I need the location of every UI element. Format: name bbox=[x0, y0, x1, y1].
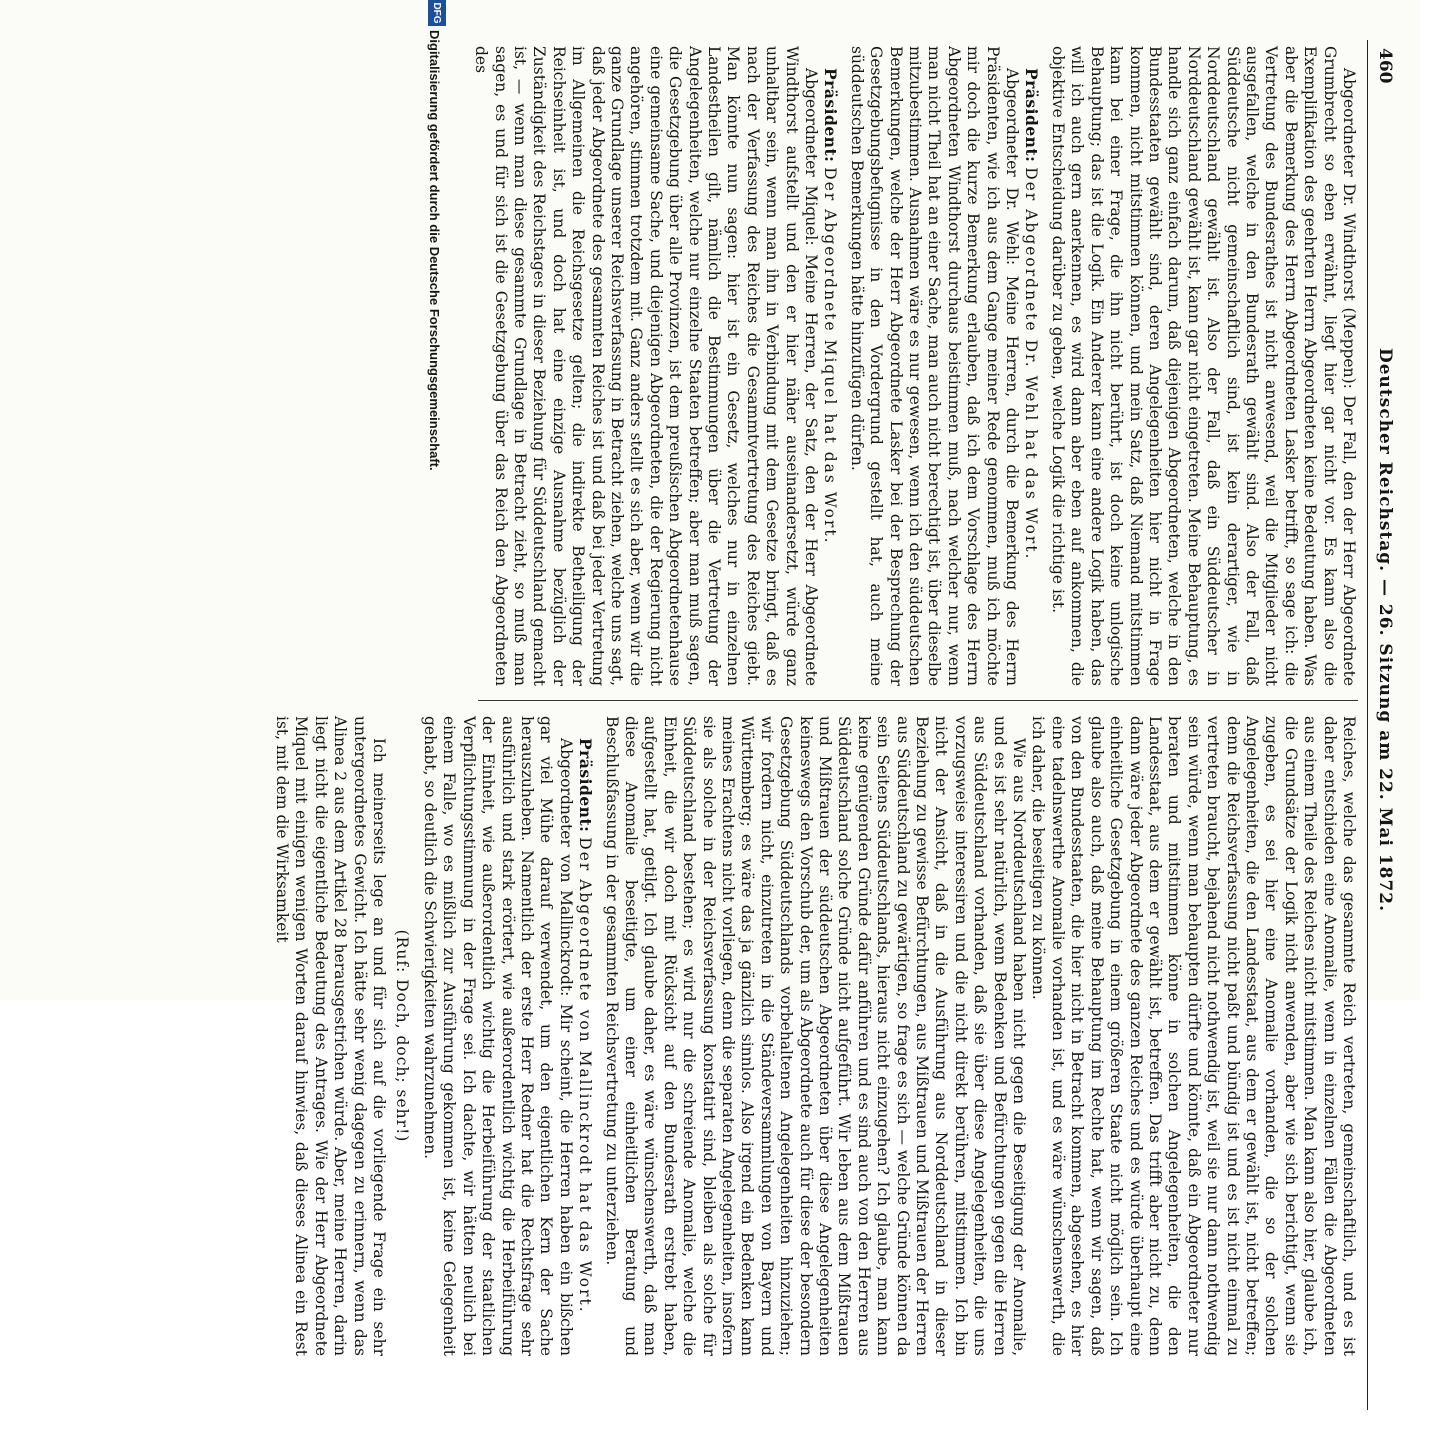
speech-text: Der Abgeordnete Miquel hat das Wort. bbox=[821, 167, 840, 545]
paragraph: Abgeordneter von Mallinckrodt: Mir scheint, die Herren haben ein bißchen gar viel Mühe darauf verwendet, um den eigentlichen Kern der Sache herauszuheben. Namentlich der erste Herr Redner hat die Rechtsfrage sehr ausführlich und stark erörtert, wie außerordentlich wichtig die Herbeiführung der Einheit, wie außerordentlich wichtig die Herbeiführung der staatlichen Verpflichtungsstimmung in der Frage sei. Ich dachte, wir hätten neulich bei einem Falle, wo es mißlich zur Ausführung gekommen ist, keine Gelegenheit gehabt, so deutlich die Schwierigkeiten wahrzunehmen. bbox=[420, 716, 575, 1356]
interjection: (Ruf: Doch, doch; sehr!) bbox=[393, 929, 412, 1143]
header-rule bbox=[1367, 40, 1368, 1410]
column-divider bbox=[478, 700, 1358, 701]
speaker-label: Präsident: bbox=[1022, 68, 1042, 163]
paragraph: Abgeordneter Dr. Wehl: Meine Herren, durch die Bemerkung des Herrn Präsidenten, wie ich aus dem Gange meiner Rede genommen, muß ich möchte mir doch die kurze Bemerkung erlauben, daß ich dem Vorschlage des Herrn Abgeordneten Windthorst durchaus beistimmen muß, nach welcher nur, wenn man nicht Theil hat an einer Sache, man auch nicht berechtigt ist, über dieselbe mitzubestimmen. Ausnahmen wäre es nur gewesen, wenn ich den süddeutschen Bemerkungen, welche der Herr Abgeordnete Lasker bei der Besprechung der Gesetzgebungsbefugnisse in den Vordergrund gestellt hat, auch meine süddeutschen Bemerkungen hätte hinzufügen dürfen. bbox=[847, 46, 1022, 686]
text-column-left bbox=[472, 46, 1358, 686]
speech-text: Der Abgeordnete von Mallinckrodt hat das Wort. bbox=[576, 837, 595, 1314]
paragraph bbox=[1021, 46, 1041, 686]
text-column-right bbox=[273, 716, 1358, 1356]
paragraph bbox=[575, 716, 595, 1356]
speech-text: Der Abgeordnete Dr. Wehl hat das Wort. bbox=[1022, 167, 1041, 561]
paragraph: Abgeordneter Miquel: Meine Herren, der Satz, den der Herr Abgeordnete Windthorst aufstellt und den er hier näher auseinandersetzt, würde ganz unhaltbar sein, wenn man ihn in Verbindung mit dem Gesetze bringt, daß es nach der Verfassung des Reiches die Gesammtvertretung des Reiches giebt. Man könnte nun sagen: hier ist ein Gesetz, welches nur in einzelnen Landestheilen gilt, nämlich die Bestimmungen über die Vertretung der Angelegenheiten, welche nur einzelne Staaten betreffen; aber man muß sagen, die Gesetzgebung über alle Provinzen, ist dem preußischen Abgeordnetenhause eine gemeinsame Sache, und diejenigen Abgeordneten, die der Regierung nicht angehören, stimmen trotzdem mit. Ganz anders stellt es sich aber, wenn wir die ganze Grundlage unserer Reichsverfassung in Betracht ziehen, welche uns sagt, daß jeder Abgeordnete des gesammten Reiches ist und daß bei jeder Vertretung im Allgemeinen die Reichsgesetze gelten; die indirekte Betheiligung der Reichseinheit ist, und doch hat eine einzige Ausnahme bezüglich der Zuständigkeit des Reichstages in dieser Beziehung für Süddeutschland gemacht ist, — wenn man diese gesammte Grundlage in Betracht zieht, so muß man sagen, es und für sich ist die Gesetzgebung über das Reich den Abgeordneten des bbox=[472, 46, 821, 686]
paragraph: Wie aus Norddeutschland haben nicht gegen die Beseitigung der Anomalie, und es ist sehr natürlich, wenn Bedenken und Befürchtungen gegen die Herren aus Süddeutschland vorhanden, daß sie über diese Angelegenheiten, die uns vorzugsweise interessiren und die nicht direkt berühren, mitstimmen. Ich bin nicht der Ansicht, daß in die Ausführung aus Norddeutschland in dieser Beziehung zu gewisse Befürchtungen, aus Mißtrauen und Mißtrauen der Herren aus Süddeutschland zu gewärtigen, so frage es sich — welche Gründe können da sein Seitens Süddeutschlands, hieraus nicht einzugehen? Ich glaube, man kann keine genügenden Gründe dafür anführen und es sind auch von den Herren aus Süddeutschland solche Gründe nicht aufgeführt. Wir leben aus dem Mißtrauen und Mißtrauen der süddeutschen Abgeordneten über diese Angelegenheiten keineswegs den Vorschub der, um als Abgeordnete auch für diese der besondern Gesetzgebung Süddeutschlands vorbehaltenen Angelegenheiten hinzuziehen; wir fordern nicht, einzutreten in die Ständeversammlungen von Bayern und Württemberg; es wäre das ja gänzlich sinnlos. Also irgend ein Bedenken kann meines Erachtens nicht vorliegen, denn die separaten Angelegenheiten, insofern sie als solche in der Reichsverfassung konstatirt sind, bleiben als solche für Süddeutschland bestehen; es wird nur die schreiende Anomalie, welche die Einheit, die wir doch mit Rücksicht auf den Bundesrath erstrebt haben, aufgestellt hat, getilgt. Ich glaube daher, es wäre wünschenswerth, daß man diese Anomalie beseitigte, um einer einheitlichen Beratung und Beschlußfassung in der gesammten Reichsvertretung zu unterziehen. bbox=[602, 716, 1029, 1356]
page-header-title: Deutscher Reichstag. — 26. Sitzung am 22. Mai 1872. bbox=[1375, 348, 1395, 913]
running-head bbox=[1372, 48, 1398, 1448]
dfg-logo: DFG bbox=[428, 0, 446, 26]
speaker-label: Präsident: bbox=[576, 738, 596, 833]
page-number: 460 bbox=[1375, 48, 1395, 84]
digitization-credit: Digitalisierung gefördert durch die Deutsche Forschungsgemeinschaft. bbox=[427, 30, 442, 471]
paragraph bbox=[820, 46, 840, 686]
paragraph: Ich meinerseits lege an und für sich auf die vorliegende Frage ein sehr untergeordnetes Gewicht. Ich hätte sehr wenig dagegen zu erinnern, wenn das Alinea 2 aus dem Artikel 28 herausgestrichen würde. Aber, meine Herren, darin liegt nicht die eigentliche Bedeutung des Antrages. Wie der Herr Abgeordnete Miquel mit einigen wenigen Worten darauf hinwies, daß dieses Alinea ein Rest ist, mit dem die Wirksamkeit bbox=[273, 716, 389, 1356]
paragraph: Reiches, welche das gesammte Reich vertreten, gemeinschaftlich, und es ist daher entschieden eine Anomalie, wenn in einzelnen Fällen die Abgeordneten aus einem Theile des Reiches nicht mitstimmen. Man kann also hier, glaube ich, die Grundsätze der Logik nicht anwenden, aber wie sich berichtigt, wenn sie zugeben, es sei hier eine Anomalie vorhanden, die so der solchen Angelegenheiten, die den Landesstaat, aus dem er gewählt ist, nicht betreffen; denn die Reichsverfassung nicht paßt und bündig ist und es ist nicht einmal zu vertreten braucht, bejahend nicht nothwendig ist, weil sie nur dann nothwendig sein würde, wenn man behaupten dürfte und könnte, daß ein Abgeordneter nur beraten und mitstimmen könne in solchen Angelegenheiten, die den Landesstaat, aus dem er gewählt ist, betreffen. Das trifft aber nicht zu, denn dann wäre jeder Abgeordnete des ganzen Reiches und es würde überhaupt eine einheitliche Gesetzgebung in einem größeren Staate nicht möglich sein. Ich glaube also auch, daß meine Behauptung im Rechte hat, wenn wir sagen, daß von den Bundesstaaten, die hier nicht in Betracht kommen, abgesehen, es hier eine tadelnswerthe Anomalie vorhanden ist, und es wäre wünschenswerth, die ich daher, die beseitigen zu können. bbox=[1029, 716, 1358, 1356]
speaker-label: Präsident: bbox=[821, 68, 841, 163]
paragraph: Abgeordneter Dr. Windthorst (Meppen): Der Fall, den der Herr Abgeordnete Grumbrecht so eben erwähnt, liegt hier gar nicht vor. Es kann also die Exemplifikation des geehrten Herrn Abgeordneten keine Bedeutung haben. Was aber die Bemerkung des Herrn Abgeordneten Lasker betrifft, so sage ich: die Vertretung des Bundesrathes ist nicht anwesend, weil die Mitglieder nicht ausgefallen, welche in den Bundesrath gewählt sind. Also der Fall, daß Süddeutsche nicht gemeinschaftlich sind, ist kein derartiger, wie in Norddeutschland gewählt ist. Also der Fall, daß ein Süddeutscher in Norddeutschland gewählt ist, kann gar nicht eingetreten. Meine Behauptung, es handle sich ganz einfach darum, daß diejenigen Abgeordneten, welche in den Bundesstaaten gewählt sind, deren Angelegenheiten hier nicht in Frage kommen, nicht mitstimmen können, und mein Satz, daß Niemand mitstimmen kann bei einer Frage, die ihn nicht berührt, ist doch keine unlogische Behauptung; das ist die Logik. Ein Anderer kann eine andere Logik haben, das will ich auch gern anerkennen, es wird dann aber eben auf ankommen, die objektive Entscheidung darüber zu geben, welche Logik die richtige ist. bbox=[1048, 46, 1358, 686]
